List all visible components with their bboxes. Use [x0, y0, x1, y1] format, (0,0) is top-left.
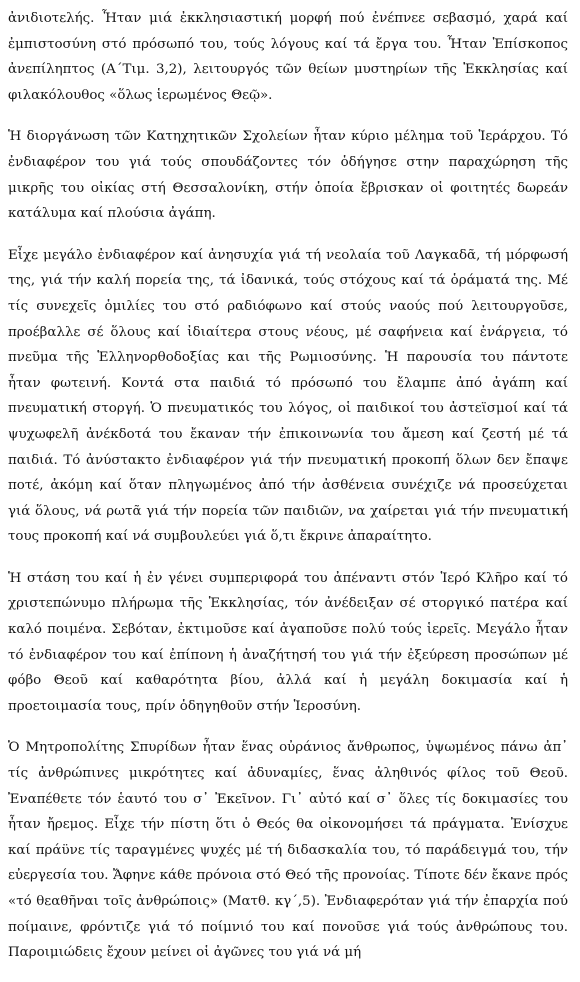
document-page [8, 6, 568, 982]
paragraph-mitropolitis: Ὁ Μητροπολίτης Σπυρίδων ἦταν ἕνας οὐράνιος ἄνθρωπος, ὑψωμένος πάνω ἀπ᾿ τίς ἀνθρώπινες μικρότητες καί ἀδυναμίες, ἕνας ἀληθινός φίλος τοῦ Θεοῦ. Ἐναπέθετε τόν ἑαυτό του σ᾿ Ἐκεῖνον. Γι᾿ αὐτό καί σ᾿ ὅλες τίς δοκιμασίες του ἦταν ἤρεμος. Εἶχε τήν πίστη ὅτι ὁ Θεός θα οἰκονομήσει τά πράγματα. Ἐνίσχυε καί πράϋνε τίς ταραγμένες ψυχές μέ τή διδασκαλία του, τό παράδειγμά του, τήν εὐεργεσία του. Ἄφηνε κάθε πρόνοια στό Θεό τῆς προνοίας. Τίποτε δέν ἔκανε πρός «τό θεαθῆναι τοῖς ἀνθρώποις» (Ματθ. κγ΄,5). Ἐνδιαφερόταν γιά τήν ἐπαρχία πού ποίμαινε, φρόντιζε γιά τό ποίμνιό του καί πονοῦσε γιά τούς ἀνθρώπους του. Παροιμιώδεις ἔχουν μείνει οἱ ἀγῶνες του γιά νά μή [8, 740, 568, 961]
paragraph-kliros: Ἡ στάση του καί ἡ ἐν γένει συμπεριφορά του ἀπέναντι στόν Ἱερό Κλῆρο καί τό χριστεπώνυμο πλήρωμα τῆς Ἐκκλησίας, τόν ἀνέδειξαν σέ στοργικό πατέρα καί καλό ποιμένα. Σεβόταν, ἐκτιμοῦσε καί ἀγαποῦσε πολύ τούς ἱερεῖς. Μεγάλο ἦταν τό ἐνδιαφέρον του καί ἐπίπονη ἡ ἀναζήτησή του γιά τήν ἐξεύρεση προσώπων μέ φόβο Θεοῦ καί καθαρότητα βίου, ἀλλά καί ἡ μεγάλη δοκιμασία καί ἡ προετοιμασία τους, πρίν ὁδηγηθοῦν στήν Ἱεροσύνη. [8, 570, 568, 714]
paragraph-katichitika: Ἡ διοργάνωση τῶν Κατηχητικῶν Σχολείων ἦταν κύριο μέλημα τοῦ Ἱεράρχου. Τό ἐνδιαφέρον του γιά τούς σπουδάζοντες τόν ὁδήγησε στην παραχώρηση τῆς μικρῆς του οἰκίας στή Θεσσαλονίκη, στήν ὁποία ἔβρισκαν οἱ φοιτητές δωρεάν κατάλυμα καί πλούσια ἀγάπη. [8, 129, 568, 222]
paragraph-neolaia: Εἶχε μεγάλο ἐνδιαφέρον καί ἀνησυχία γιά τή νεολαία τοῦ Λαγκαδᾶ, τή μόρφωσή της, γιά τήν καλή πορεία της, τά ἰδανικά, τούς στόχους καί τά ὁράματά της. Μέ τίς συνεχεῖς ὁμιλίες του στό ραδιόφωνο καί στούς ναούς πού λειτουργοῦσε, προέβαλλε σέ ὅλους καί ἰδιαίτερα στους νέους, μέ σαφήνεια καί ἐνάργεια, τό πνεῦμα τῆς Ἑλληνορθοδοξίας και τῆς Ρωμιοσύνης. Ἡ παρουσία του πάντοτε ἦταν φωτεινή. Κοντά στα παιδιά τό πρόσωπό του ἔλαμπε ἀπό ἀγάπη καί πνευματική στοργή. Ὁ πνευματικός του λόγος, οἱ παιδικοί του ἀστεϊσμοί καί τά ψυχωφελῆ ἀνέκδοτά του ἔκαναν τήν ἐπικοινωνία του ἄμεση καί ζεστή μέ τά παιδιά. Τό ἀνύστακτο ἐνδιαφέρον γιά τήν πνευματική προκοπή ὅλων δεν ἔπαψε ποτέ, ἀκόμη καί ὅταν πληγωμένος ἀπό τήν ἀσθένεια συνέχιζε νά προσεύχεται γιά ὅλους, νά ρωτᾶ γιά τήν πορεία τῶν παιδιῶν, να χαίρεται γιά τήν πνευματική τους προκοπή καί νά συμβουλεύει γιά ὅ,τι ἔκρινε ἀπαραίτητο. [8, 247, 568, 545]
paragraph-episkopos: ἀνιδιοτελής. Ἦταν μιά ἐκκλησιαστική μορφή πού ἐνέπνεε σεβασμό, χαρά καί ἐμπιστοσύνη στό πρόσωπό του, τούς λόγους καί τά ἔργα του. Ἦταν Ἐπίσκοπος ἀνεπίληπτος (Α΄Τιμ. 3,2), λειτουργός τῶν θείων μυστηρίων τῆς Ἐκκλησίας καί φιλακόλουθος «ὅλως ἱερωμένος Θεῷ». [8, 11, 568, 103]
